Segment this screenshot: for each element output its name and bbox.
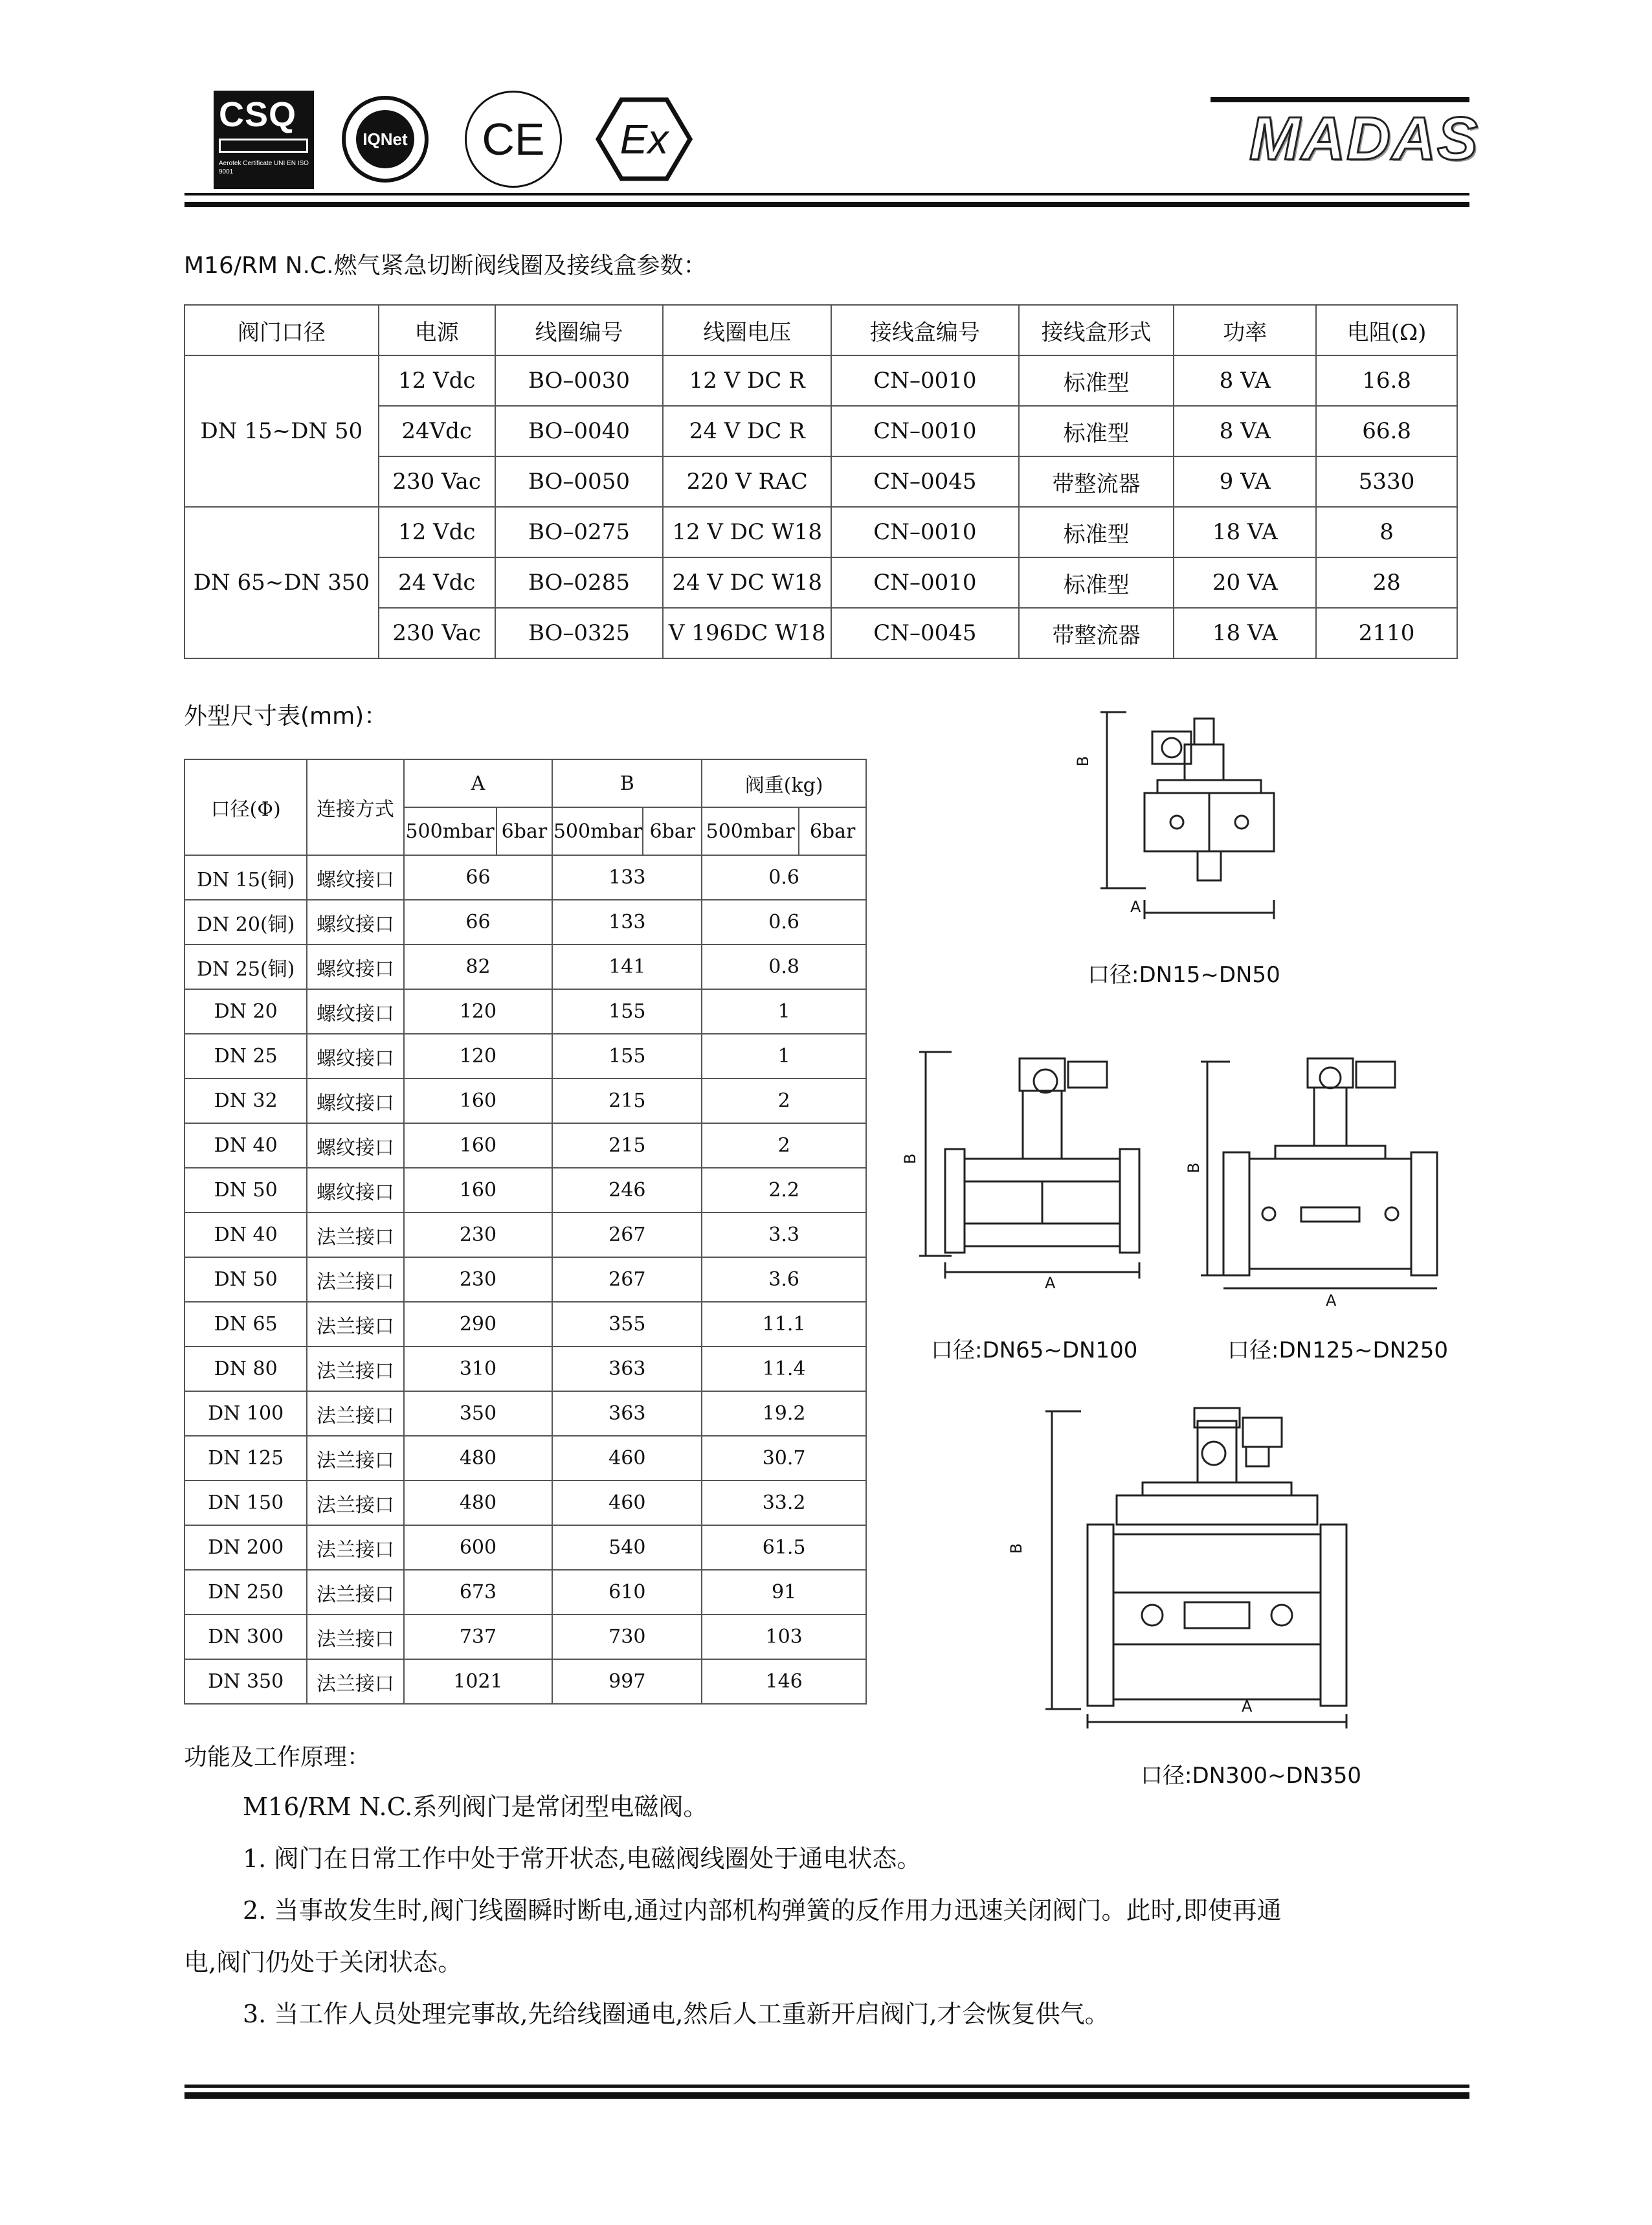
- dimension-label-a: A: [1130, 898, 1141, 916]
- table-cell: BO–0050: [495, 456, 664, 507]
- table-row: [184, 507, 1457, 557]
- column-header: 接线盒编号: [831, 305, 1019, 355]
- column-subheader: 6bar: [497, 807, 553, 855]
- table-cell: DN 80: [184, 1347, 307, 1391]
- table-cell: 标准型: [1019, 557, 1174, 608]
- table-cell: CN–0010: [831, 406, 1019, 456]
- table-cell: 267: [552, 1257, 702, 1302]
- table-cell: DN 40: [184, 1213, 307, 1257]
- table-cell: 9 VA: [1174, 456, 1316, 507]
- table-cell: CN–0010: [831, 507, 1019, 557]
- valve-size-cell: DN 15~DN 50: [184, 355, 379, 507]
- column-header: 线圈编号: [495, 305, 664, 355]
- valve-drawing-dn65-dn100: [913, 1042, 1191, 1301]
- table-cell: DN 50: [184, 1168, 307, 1213]
- table-cell: 0.6: [702, 855, 866, 900]
- table-cell: 法兰接口: [307, 1659, 403, 1704]
- table-cell: 160: [404, 1079, 553, 1123]
- table-cell: 215: [552, 1079, 702, 1123]
- table-cell: 997: [552, 1659, 702, 1704]
- table-row: [184, 1302, 866, 1347]
- table-cell: 标准型: [1019, 406, 1174, 456]
- table-cell: 法兰接口: [307, 1525, 403, 1570]
- function-point-2-cont: 电,阀门仍处于关闭状态。: [184, 1948, 463, 1976]
- column-header: 口径(Φ): [184, 759, 307, 855]
- iqnet-logo-text: IQNet: [356, 110, 414, 168]
- table-cell: 11.1: [702, 1302, 866, 1347]
- dimension-label-a: A: [1242, 1697, 1253, 1716]
- table-cell: 230: [404, 1257, 553, 1302]
- table-cell: DN 150: [184, 1481, 307, 1525]
- function-intro: M16/RM N.C.系列阀门是常闭型电磁阀。: [243, 1793, 708, 1821]
- table-cell: CN–0010: [831, 355, 1019, 406]
- table-cell: V 196DC W18: [663, 608, 831, 658]
- table-row: [184, 355, 1457, 406]
- table-cell: 103: [702, 1615, 866, 1659]
- table-cell: 141: [552, 945, 702, 989]
- table-row: [184, 1525, 866, 1570]
- table-cell: 1: [702, 989, 866, 1034]
- table-cell: CN–0010: [831, 557, 1019, 608]
- table-cell: 12 Vdc: [379, 507, 495, 557]
- dimensions-table: [184, 759, 867, 1705]
- valve-drawing-dn15-dn50: [1088, 706, 1334, 952]
- table-cell: 螺纹接口: [307, 900, 403, 945]
- table-cell: CN–0045: [831, 608, 1019, 658]
- table-cell: BO–0275: [495, 507, 664, 557]
- table-row: [184, 1391, 866, 1436]
- table-cell: 24 V DC R: [663, 406, 831, 456]
- table-row: [184, 1659, 866, 1704]
- table-cell: 600: [404, 1525, 553, 1570]
- table-cell: DN 250: [184, 1570, 307, 1615]
- table-cell: 480: [404, 1436, 553, 1481]
- column-header: A: [404, 759, 553, 807]
- valve-size-cell: DN 65~DN 350: [184, 507, 379, 658]
- table-cell: 120: [404, 989, 553, 1034]
- dimensions-title: 外型尺寸表(mm)：: [184, 703, 388, 730]
- table-cell: 66.8: [1316, 406, 1457, 456]
- drawing-caption: 口径:DN15~DN50: [1088, 962, 1280, 988]
- table-cell: 24 V DC W18: [663, 557, 831, 608]
- table-cell: DN 50: [184, 1257, 307, 1302]
- table-cell: 30.7: [702, 1436, 866, 1481]
- table-cell: BO–0325: [495, 608, 664, 658]
- table-header-row: [184, 759, 866, 807]
- table-cell: 355: [552, 1302, 702, 1347]
- table-cell: 460: [552, 1436, 702, 1481]
- brand-logo: MADAS: [1249, 104, 1479, 172]
- table-cell: 363: [552, 1347, 702, 1391]
- table-cell: DN 20(铜): [184, 900, 307, 945]
- table-cell: 5330: [1316, 456, 1457, 507]
- function-point-2: 2. 当事故发生时,阀门线圈瞬时断电,通过内部机构弹簧的反作用力迅速关闭阀门。此时,即使再通: [243, 1896, 1282, 1925]
- drawing-caption: 口径:DN65~DN100: [931, 1337, 1138, 1363]
- table-cell: 480: [404, 1481, 553, 1525]
- csq-logo-text: CSQ: [219, 95, 297, 134]
- table-cell: DN 100: [184, 1391, 307, 1436]
- table-cell: 法兰接口: [307, 1615, 403, 1659]
- table-cell: 螺纹接口: [307, 989, 403, 1034]
- column-subheader: 500mbar: [552, 807, 643, 855]
- table-cell: 160: [404, 1123, 553, 1168]
- table-cell: 法兰接口: [307, 1481, 403, 1525]
- table-cell: DN 25(铜): [184, 945, 307, 989]
- dimension-label-b: B: [1007, 1543, 1026, 1554]
- table-cell: 法兰接口: [307, 1302, 403, 1347]
- ce-logo-text: CE: [482, 114, 545, 164]
- table-cell: DN 65: [184, 1302, 307, 1347]
- table-cell: 标准型: [1019, 355, 1174, 406]
- table-cell: 737: [404, 1615, 553, 1659]
- column-header: 连接方式: [307, 759, 403, 855]
- table-cell: 法兰接口: [307, 1257, 403, 1302]
- table-cell: CN–0045: [831, 456, 1019, 507]
- table-cell: DN 40: [184, 1123, 307, 1168]
- table-cell: 730: [552, 1615, 702, 1659]
- table-cell: 230 Vac: [379, 456, 495, 507]
- table-row: [184, 1213, 866, 1257]
- table-row: [184, 1257, 866, 1302]
- coil-parameters-table: [184, 304, 1458, 659]
- table-cell: 带整流器: [1019, 608, 1174, 658]
- table-cell: 19.2: [702, 1391, 866, 1436]
- table-cell: 290: [404, 1302, 553, 1347]
- function-point-3: 3. 当工作人员处理完事故,先给线圈通电,然后人工重新开启阀门,才会恢复供气。: [243, 2000, 1110, 2028]
- dimension-label-b: B: [1074, 755, 1093, 767]
- table-row: [184, 900, 866, 945]
- table-row: [184, 989, 866, 1034]
- table-row: [184, 1034, 866, 1079]
- column-header: 电阻(Ω): [1316, 305, 1457, 355]
- column-header: 功率: [1174, 305, 1316, 355]
- column-header: 阀重(kg): [702, 759, 866, 807]
- table-cell: 610: [552, 1570, 702, 1615]
- table-cell: 82: [404, 945, 553, 989]
- column-subheader: 6bar: [643, 807, 702, 855]
- table-cell: BO–0285: [495, 557, 664, 608]
- table-cell: 133: [552, 855, 702, 900]
- valve-drawing-dn300-dn350: [1036, 1405, 1398, 1728]
- table-cell: 215: [552, 1123, 702, 1168]
- table-cell: 350: [404, 1391, 553, 1436]
- table-row: [184, 1347, 866, 1391]
- table-cell: DN 32: [184, 1079, 307, 1123]
- table-cell: 28: [1316, 557, 1457, 608]
- column-header: B: [552, 759, 702, 807]
- table-cell: 2: [702, 1123, 866, 1168]
- table-cell: 1: [702, 1034, 866, 1079]
- table-cell: 24Vdc: [379, 406, 495, 456]
- table-cell: 12 Vdc: [379, 355, 495, 406]
- table-cell: 法兰接口: [307, 1391, 403, 1436]
- table-cell: 460: [552, 1481, 702, 1525]
- column-header: 接线盒形式: [1019, 305, 1174, 355]
- table-row: [184, 945, 866, 989]
- table-cell: 146: [702, 1659, 866, 1704]
- iqnet-certification-logo: [342, 96, 429, 183]
- table-cell: 33.2: [702, 1481, 866, 1525]
- table-cell: 标准型: [1019, 507, 1174, 557]
- dimension-label-a: A: [1045, 1274, 1056, 1292]
- table-cell: 3.3: [702, 1213, 866, 1257]
- table-cell: 155: [552, 989, 702, 1034]
- table-cell: 246: [552, 1168, 702, 1213]
- table-cell: 230: [404, 1213, 553, 1257]
- table-cell: 16.8: [1316, 355, 1457, 406]
- csq-logo-subtext: Aerotek Certificate UNI EN ISO 9001: [219, 160, 309, 175]
- table-cell: 363: [552, 1391, 702, 1436]
- table-cell: 0.8: [702, 945, 866, 989]
- table-cell: 24 Vdc: [379, 557, 495, 608]
- table-row: [184, 1615, 866, 1659]
- table-cell: 12 V DC W18: [663, 507, 831, 557]
- table-cell: 螺纹接口: [307, 855, 403, 900]
- atex-ex-logo: [596, 97, 693, 181]
- table-cell: 91: [702, 1570, 866, 1615]
- table-cell: DN 25: [184, 1034, 307, 1079]
- table-row: [184, 1123, 866, 1168]
- table-header-row: [184, 305, 1457, 355]
- function-title: 功能及工作原理：: [184, 1744, 371, 1771]
- table-cell: 310: [404, 1347, 553, 1391]
- table-cell: 66: [404, 900, 553, 945]
- table-cell: 220 V RAC: [663, 456, 831, 507]
- drawing-caption: 口径:DN300~DN350: [1141, 1763, 1361, 1789]
- table-cell: 螺纹接口: [307, 1034, 403, 1079]
- table-cell: 133: [552, 900, 702, 945]
- table-cell: DN 15(铜): [184, 855, 307, 900]
- column-header: 阀门口径: [184, 305, 379, 355]
- table-cell: 8: [1316, 507, 1457, 557]
- table-cell: 18 VA: [1174, 608, 1316, 658]
- table-cell: 2110: [1316, 608, 1457, 658]
- column-subheader: 500mbar: [702, 807, 799, 855]
- ce-mark-logo: [465, 91, 562, 188]
- valve-drawing-dn125-dn250: [1198, 1042, 1469, 1301]
- table-cell: 2.2: [702, 1168, 866, 1213]
- table-cell: DN 20: [184, 989, 307, 1034]
- table-cell: 230 Vac: [379, 608, 495, 658]
- table-cell: 673: [404, 1570, 553, 1615]
- table-cell: DN 125: [184, 1436, 307, 1481]
- table-cell: BO–0030: [495, 355, 664, 406]
- table-cell: BO–0040: [495, 406, 664, 456]
- table-cell: 1021: [404, 1659, 553, 1704]
- table-cell: DN 300: [184, 1615, 307, 1659]
- table-cell: 155: [552, 1034, 702, 1079]
- table-cell: DN 350: [184, 1659, 307, 1704]
- table-cell: 带整流器: [1019, 456, 1174, 507]
- column-subheader: 500mbar: [404, 807, 497, 855]
- table-cell: 12 V DC R: [663, 355, 831, 406]
- drawing-caption: 口径:DN125~DN250: [1227, 1337, 1448, 1363]
- function-point-1: 1. 阀门在日常工作中处于常开状态,电磁阀线圈处于通电状态。: [243, 1844, 922, 1873]
- table-cell: 螺纹接口: [307, 1123, 403, 1168]
- table-cell: 120: [404, 1034, 553, 1079]
- table-cell: 8 VA: [1174, 355, 1316, 406]
- table-cell: 20 VA: [1174, 557, 1316, 608]
- table-cell: 267: [552, 1213, 702, 1257]
- table-row: [184, 1168, 866, 1213]
- csq-certification-logo: [214, 91, 314, 189]
- table-cell: 2: [702, 1079, 866, 1123]
- table-cell: 法兰接口: [307, 1347, 403, 1391]
- header-divider: [184, 193, 1469, 196]
- table-cell: 螺纹接口: [307, 1168, 403, 1213]
- dimension-label-b: B: [901, 1153, 920, 1165]
- table-cell: 18 VA: [1174, 507, 1316, 557]
- table-cell: 11.4: [702, 1347, 866, 1391]
- table-cell: 0.6: [702, 900, 866, 945]
- table-cell: 法兰接口: [307, 1213, 403, 1257]
- table-row: [184, 855, 866, 900]
- table-row: [184, 1079, 866, 1123]
- dimension-label-b: B: [1185, 1162, 1203, 1174]
- footer-divider: [184, 2085, 1469, 2088]
- column-header: 线圈电压: [663, 305, 831, 355]
- table-cell: 540: [552, 1525, 702, 1570]
- column-header: 电源: [379, 305, 495, 355]
- table-row: [184, 1481, 866, 1525]
- table-cell: 66: [404, 855, 553, 900]
- table-cell: 法兰接口: [307, 1570, 403, 1615]
- column-subheader: 6bar: [799, 807, 866, 855]
- table-cell: 3.6: [702, 1257, 866, 1302]
- table-row: [184, 1570, 866, 1615]
- ex-logo-text: Ex: [620, 116, 669, 162]
- table-cell: 螺纹接口: [307, 1079, 403, 1123]
- table-cell: 8 VA: [1174, 406, 1316, 456]
- table-row: [184, 1436, 866, 1481]
- table-cell: 螺纹接口: [307, 945, 403, 989]
- table-cell: 160: [404, 1168, 553, 1213]
- table-cell: DN 200: [184, 1525, 307, 1570]
- table-cell: 61.5: [702, 1525, 866, 1570]
- dimension-label-a: A: [1326, 1291, 1337, 1310]
- table-cell: 法兰接口: [307, 1436, 403, 1481]
- coil-parameters-title: M16/RM N.C.燃气紧急切断阀线圈及接线盒参数：: [184, 252, 707, 279]
